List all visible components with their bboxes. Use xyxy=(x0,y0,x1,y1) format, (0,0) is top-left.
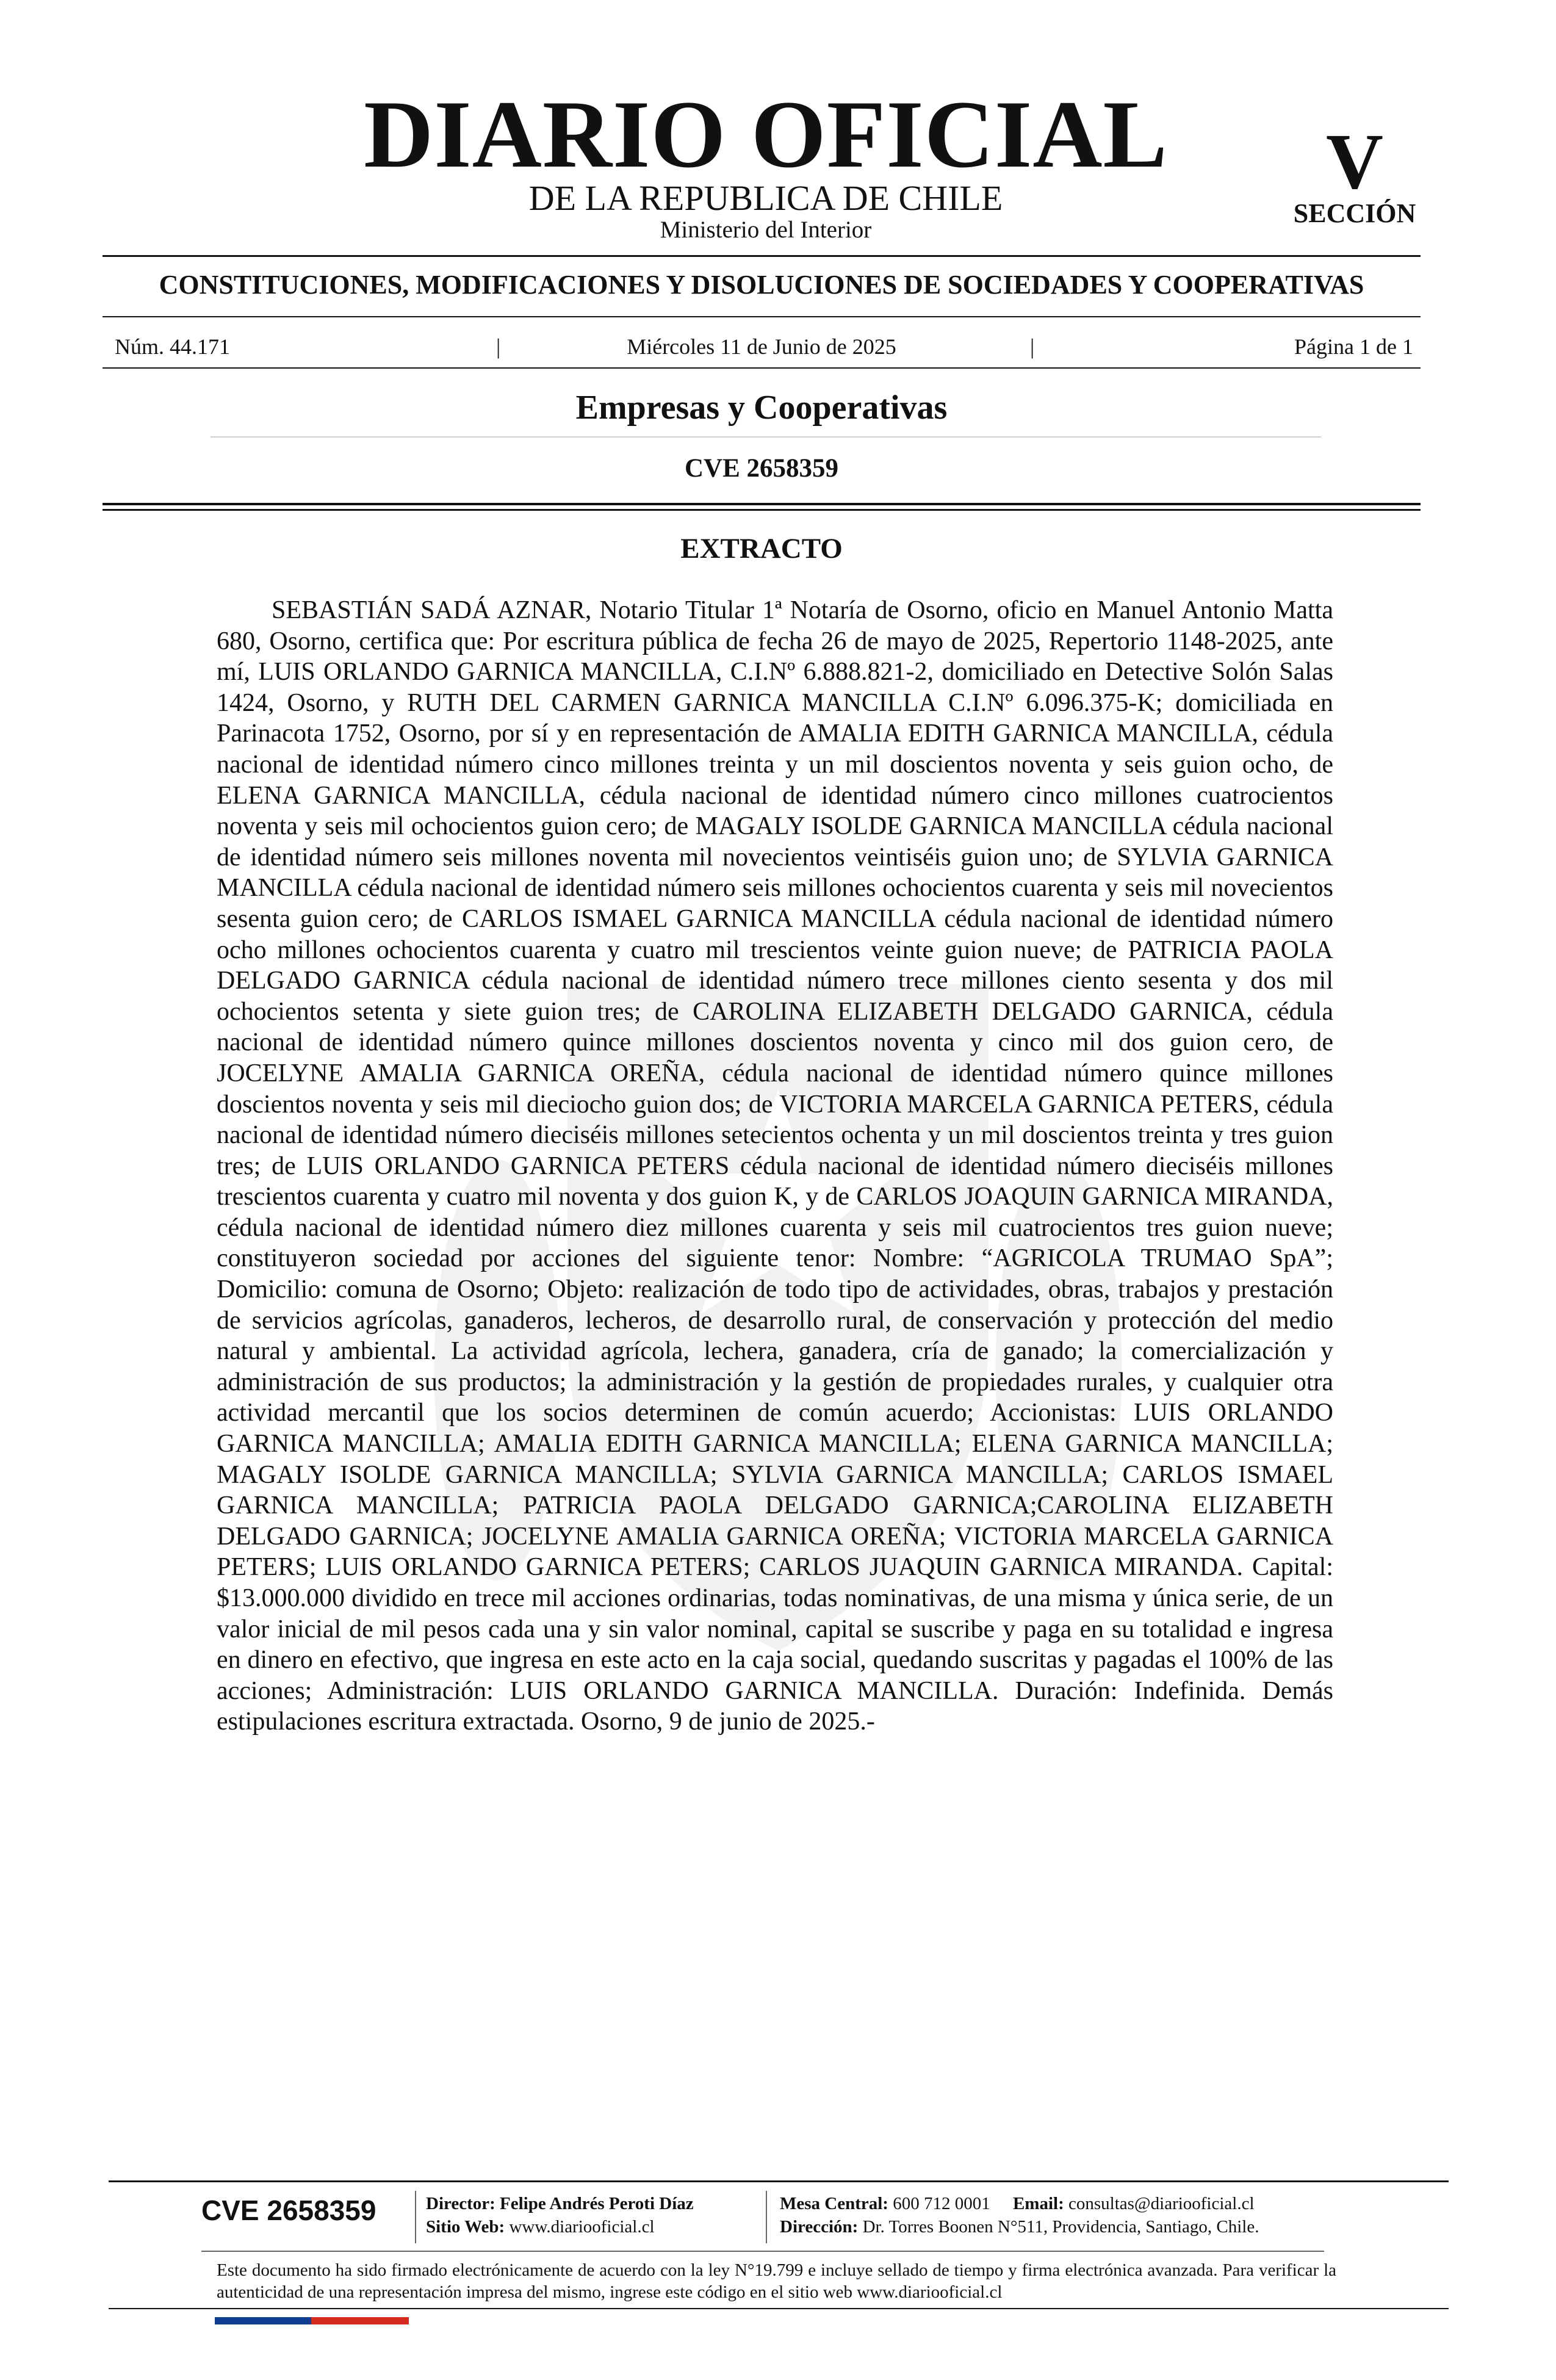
footer-separator xyxy=(415,2191,416,2243)
issue-separator: | xyxy=(1030,334,1035,359)
footer-separator xyxy=(766,2191,767,2243)
phone-value: 600 712 0001 xyxy=(893,2194,990,2213)
director-name: Felipe Andrés Peroti Díaz xyxy=(500,2194,694,2213)
flag-red-segment xyxy=(311,2317,409,2324)
section-letter: V xyxy=(1326,118,1383,206)
cve-code: CVE 2658359 xyxy=(684,454,839,483)
issue-divider xyxy=(103,367,1421,369)
ministry-label: Ministerio del Interior xyxy=(660,217,872,243)
director-label: Director: xyxy=(426,2194,495,2213)
issue-bar xyxy=(103,333,1421,360)
category-divider xyxy=(211,436,1321,438)
category-title: Empresas y Cooperativas xyxy=(575,389,948,427)
footer-cve-code: CVE 2658359 xyxy=(201,2194,376,2226)
address-value: Dr. Torres Boonen N°511, Providencia, Santiago, Chile. xyxy=(862,2217,1259,2237)
section-label: SECCIÓN xyxy=(1293,198,1416,228)
extract-heading: EXTRACTO xyxy=(680,533,843,564)
flag-blue-segment xyxy=(215,2317,311,2324)
content-divider xyxy=(103,509,1421,511)
issue-separator: | xyxy=(496,334,501,359)
signature-disclaimer: Este documento ha sido firmado electrónicamente de acuerdo con la ley N°19.799 e incluye sellado de tiempo y firma electrónica avanzada. Para verificar la autenticidad de una representación impresa del mismo, ingrese este código en el sitio web www.diariooficial.cl xyxy=(217,2260,1336,2302)
extract-body: SEBASTIÁN SADÁ AZNAR, Notario Titular 1ª Notaría de Osorno, oficio en Manuel Antonio Matta 680, Osorno, certifica que: Por escritura pública de fecha 26 de mayo de 2025, Repertorio 1148-2025, ante mí, LUIS ORLANDO GARNICA MANCILLA, C.I.Nº 6.888.821-2, domiciliado en Detective Solón Salas 1424, Osorno, y RUTH DEL CARMEN GARNICA MANCILLA C.I.Nº 6.096.375-K; domiciliada en Parinacota 1752, Osorno, por sí y en representación de AMALIA EDITH GARNICA MANCILLA, cédula nacional de identidad número cinco millones treinta y un mil doscientos noventa y seis guion ocho, de ELENA GARNICA MANCILLA, cédula nacional de identidad número cinco millones cuatrocientos noventa y seis mil ochocientos guion cero; de MAGALY ISOLDE GARNICA MANCILLA cédula nacional de identidad número seis millones noventa mil novecientos veintiséis guion uno; de SYLVIA GARNICA MANCILLA cédula nacional de identidad número seis millones ochocientos cuarenta y seis mil novecientos sesenta guion cero; de CARLOS ISMAEL GARNICA MANCILLA cédula nacional de identidad número ocho millones ochocientos cuarenta y cuatro mil trescientos veinte guion nueve; de PATRICIA PAOLA DELGADO GARNICA cédula nacional de identidad número trece millones ciento sesenta y dos mil ochocientos setenta y siete guion tres; de CAROLINA ELIZABETH DELGADO GARNICA, cédula nacional de identidad número quince millones doscientos noventa y cinco mil dos guion cero, de JOCELYNE AMALIA GARNICA OREÑA, cédula nacional de identidad número quince millones doscientos noventa y seis mil dieciocho guion dos; de VICTORIA MARCELA GARNICA PETERS, cédula nacional de identidad número dieciséis millones setecientos ochenta y un mil doscientos treinta y tres guion tres; de LUIS ORLANDO GARNICA PETERS cédula nacional de identidad número dieciséis millones trescientos cuarenta y cuatro mil noventa y dos guion K, y de CARLOS JOAQUIN GARNICA MIRANDA, cédula nacional de identidad número diez millones cuarenta y seis mil cuatrocientos tres guion nueve; constituyeron sociedad por acciones del siguiente tenor: Nombre: “AGRICOLA TRUMAO SpA”; Domicilio: comuna de Osorno; Objeto: realización de todo tipo de actividades, obras, trabajos y prestación de servicios agrícolas, ganaderos, lecheros, de desarrollo rural, de conservación y protección del medio natural y ambiental. La actividad agrícola, lechera, ganadera, cría de ganado; la comercialización y administración de sus productos; la administración y la gestión de propiedades rurales, y cualquier otra actividad mercantil que los socios determinen de común acuerdo; Accionistas: LUIS ORLANDO GARNICA MANCILLA; AMALIA EDITH GARNICA MANCILLA; ELENA GARNICA MANCILLA; MAGALY ISOLDE GARNICA MANCILLA; SYLVIA GARNICA MANCILLA; CARLOS ISMAEL GARNICA MANCILLA; PATRICIA PAOLA DELGADO GARNICA;CAROLINA ELIZABETH DELGADO GARNICA; JOCELYNE AMALIA GARNICA OREÑA; VICTORIA MARCELA GARNICA PETERS; LUIS ORLANDO GARNICA PETERS; CARLOS JUAQUIN GARNICA MIRANDA. Capital: $13.000.000 dividido en trece mil acciones ordinarias, todas nominativas, de una misma y única serie, de un valor inicial de mil pesos cada una y sin valor nominal, capital se suscribe y paga en su totalidad e ingresa en dinero en efectivo, que ingresa en este acto en la caja social, quedando suscritas y pagadas el 100% de las acciones; Administración: LUIS ORLANDO GARNICA MANCILLA. Duración: Indefinida. Demás estipulaciones escritura extractada. Osorno, 9 de junio de 2025.- xyxy=(217,596,1333,1736)
newspaper-title: DIARIO OFICIAL xyxy=(364,81,1168,188)
issue-number: Núm. 44.171 xyxy=(115,334,230,359)
flag-color-bar xyxy=(215,2317,409,2324)
phone-label: Mesa Central: xyxy=(780,2194,888,2213)
address-line xyxy=(780,2215,1259,2238)
newspaper-subtitle: DE LA REPUBLICA DE CHILE xyxy=(528,178,1003,218)
header-divider xyxy=(103,316,1421,317)
footer-divider xyxy=(201,2251,1324,2252)
page-number: Página 1 de 1 xyxy=(1294,334,1413,359)
section-header: CONSTITUCIONES, MODIFICACIONES Y DISOLUCIONES DE SOCIEDADES Y COOPERATIVAS xyxy=(159,270,1364,300)
contact-line xyxy=(780,2192,1255,2215)
email-link[interactable]: consultas@diariooficial.cl xyxy=(1068,2194,1255,2213)
email-label: Email: xyxy=(1012,2194,1064,2213)
footer-divider xyxy=(109,2180,1449,2182)
address-label: Dirección: xyxy=(780,2217,859,2237)
website-label: Sitio Web: xyxy=(426,2217,505,2237)
director-line xyxy=(426,2192,694,2215)
issue-date: Miércoles 11 de Junio de 2025 xyxy=(627,334,896,359)
header-divider xyxy=(103,255,1421,257)
website-link[interactable]: www.diariooficial.cl xyxy=(509,2217,655,2237)
footer-divider xyxy=(109,2308,1449,2309)
website-line xyxy=(426,2215,655,2238)
content-divider xyxy=(103,503,1421,505)
